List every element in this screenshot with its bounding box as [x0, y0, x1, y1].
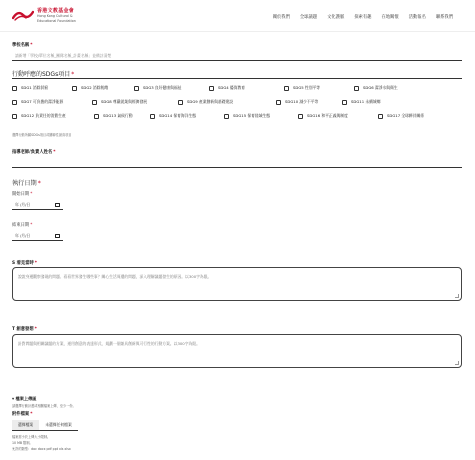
school-name-input[interactable]: [12, 52, 462, 61]
sdg-label: SDG12 負責任的消費生產: [21, 113, 66, 118]
sdg17-option[interactable]: [378, 113, 448, 119]
sdg-hint: 選擇行動所屬SDGs項目或關聯性最高項目: [12, 133, 72, 137]
checkbox[interactable]: [209, 86, 214, 91]
upload-section-toggle[interactable]: ▾ 檔案上傳區: [12, 396, 37, 401]
sdg-label: SDG3 良好健康與福祉: [143, 85, 182, 90]
nav-contact[interactable]: 聯系我們: [435, 15, 453, 20]
foundation-logo[interactable]: [12, 9, 34, 21]
sdg4-option[interactable]: [209, 85, 284, 91]
t-textarea[interactable]: [12, 334, 462, 368]
sdg-label: SDG4 優質教育: [218, 85, 246, 90]
teacher-name-input[interactable]: [12, 159, 462, 168]
s-label: S 看見當時*: [12, 261, 38, 266]
checkbox[interactable]: [12, 100, 17, 105]
sdg1-option[interactable]: [12, 85, 72, 91]
school-label: 學校名稱*: [12, 43, 33, 48]
resize-handle[interactable]: [455, 294, 459, 298]
sdg-row-1: [12, 85, 424, 91]
sdg-label: SDG14 保育海洋生態: [159, 113, 197, 118]
date-placeholder: 年 /月/日: [15, 202, 31, 207]
sdg-label: SDG16 和平正義與制度: [307, 113, 348, 118]
checkbox[interactable]: [150, 114, 155, 119]
logo-subtitle-2: Educational Foundation: [37, 19, 76, 23]
checkbox[interactable]: [342, 100, 347, 105]
checkbox[interactable]: [72, 86, 77, 91]
sdg-label: SDG1 消除貧窮: [21, 85, 49, 90]
sdg-label: SDG17 全球夥伴關係: [387, 113, 425, 118]
sdg-row-2: [12, 99, 402, 105]
t-placeholder: 針對問題與相關議題的方案，運用創意的表達形式，規劃一個兼具創新與可行性的行動方案。以300字為限。: [18, 341, 200, 346]
calendar-icon[interactable]: [55, 234, 60, 239]
logo-subtitle-1: Hong Kong Cultural &: [37, 14, 73, 18]
sdg10-option[interactable]: [276, 99, 342, 105]
sdg-label: SDG10 減少不平等: [285, 99, 319, 104]
sdg-label: SDG2 消除飢餓: [81, 85, 109, 90]
sdg-section-divider: [12, 78, 462, 79]
sdg-label: SDG6 潔淨水與衛生: [363, 85, 398, 90]
sdg-label: SDG7 可負擔的潔淨能源: [21, 99, 64, 104]
no-file-chosen-text: 未選擇任何檔案: [39, 420, 78, 431]
sdg6-option[interactable]: [354, 85, 424, 91]
choose-file-button[interactable]: 選擇檔案: [12, 420, 39, 431]
sdg3-option[interactable]: [134, 85, 209, 91]
top-navigation: [0, 0, 475, 32]
school-placeholder: 請新增「學校/單位名稱_團隊名稱_計畫名稱」並備註清楚: [15, 53, 112, 58]
checkbox[interactable]: [276, 100, 281, 105]
nav-event-signup[interactable]: 活動報名: [408, 15, 426, 20]
logo-text: [37, 9, 76, 24]
nav-explore[interactable]: 探索有趣: [354, 15, 372, 20]
nav-local-care[interactable]: 在地關懷: [381, 15, 399, 20]
upload-note-size: 檔案需小於上傳大小限制。: [12, 435, 51, 439]
checkbox[interactable]: [12, 114, 17, 119]
sdg-label: SDG8 尊嚴就業與經濟發展: [101, 99, 148, 104]
upload-note-types: 允許的類型：doc docx pdf ppt xls xlsx: [12, 447, 71, 451]
nav-culture[interactable]: 文化護脈: [327, 15, 345, 20]
calendar-icon[interactable]: [55, 203, 60, 208]
nav-about[interactable]: 關於我們: [272, 15, 290, 20]
s-textarea[interactable]: [12, 267, 462, 301]
t-label: T 創意發想*: [12, 327, 37, 332]
file-picker[interactable]: [12, 420, 78, 431]
checkbox[interactable]: [298, 114, 303, 119]
start-date-input[interactable]: [12, 201, 63, 210]
sdg5-option[interactable]: [284, 85, 354, 91]
attachment-label: 附件檔案*: [12, 412, 33, 417]
checkbox[interactable]: [354, 86, 359, 91]
start-date-label: 開始日期*: [12, 192, 33, 197]
checkbox[interactable]: [178, 100, 183, 105]
sdg-label: SDG9 產業創新與基礎建設: [187, 99, 234, 104]
teacher-label: 指導老師/負責人姓名*: [12, 150, 56, 155]
main-nav: [273, 14, 453, 20]
end-date-label: 結束日期*: [12, 223, 33, 228]
end-date-input[interactable]: [12, 232, 63, 241]
sdg9-option[interactable]: [178, 99, 276, 105]
sdg13-option[interactable]: [94, 113, 150, 119]
sdg-label: SDG13 氣候行動: [103, 113, 133, 118]
sdg2-option[interactable]: [72, 85, 134, 91]
sdg-label: SDG15 保育陸域生態: [233, 113, 271, 118]
sdg7-option[interactable]: [12, 99, 92, 105]
checkbox[interactable]: [224, 114, 229, 119]
sdg-section-title: 行動呼應的SDGs項目*: [12, 71, 75, 78]
resize-handle[interactable]: [455, 361, 459, 365]
sdg14-option[interactable]: [150, 113, 224, 119]
upload-note-limit: 10 MB 限制。: [12, 441, 33, 445]
date-section-title: 執行日期*: [12, 180, 41, 187]
nav-global-issues[interactable]: 全球議題: [299, 15, 318, 20]
sdg11-option[interactable]: [342, 99, 402, 105]
date-placeholder: 年 /月/日: [15, 233, 31, 238]
sdg-label: SDG5 性別平等: [293, 85, 321, 90]
checkbox[interactable]: [94, 114, 99, 119]
logo-title: 香港文教基金會: [37, 8, 75, 14]
sdg-label: SDG11 永續城鄉: [351, 99, 381, 104]
upload-hint: 請選擇行動計畫或相關檔案上傳，至少一份。: [12, 404, 76, 408]
checkbox[interactable]: [378, 114, 383, 119]
sdg8-option[interactable]: [92, 99, 178, 105]
checkbox[interactable]: [134, 86, 139, 91]
sdg15-option[interactable]: [224, 113, 298, 119]
sdg12-option[interactable]: [12, 113, 94, 119]
checkbox[interactable]: [12, 86, 17, 91]
s-placeholder: 說說身邊觀察發現的問題、看看世界發生哪些事？關心生活周遭的問題，深入理解議題發生的原因。以300字為限。: [18, 274, 212, 279]
sdg16-option[interactable]: [298, 113, 378, 119]
checkbox[interactable]: [92, 100, 97, 105]
checkbox[interactable]: [284, 86, 289, 91]
sdg-row-3: [12, 113, 448, 119]
